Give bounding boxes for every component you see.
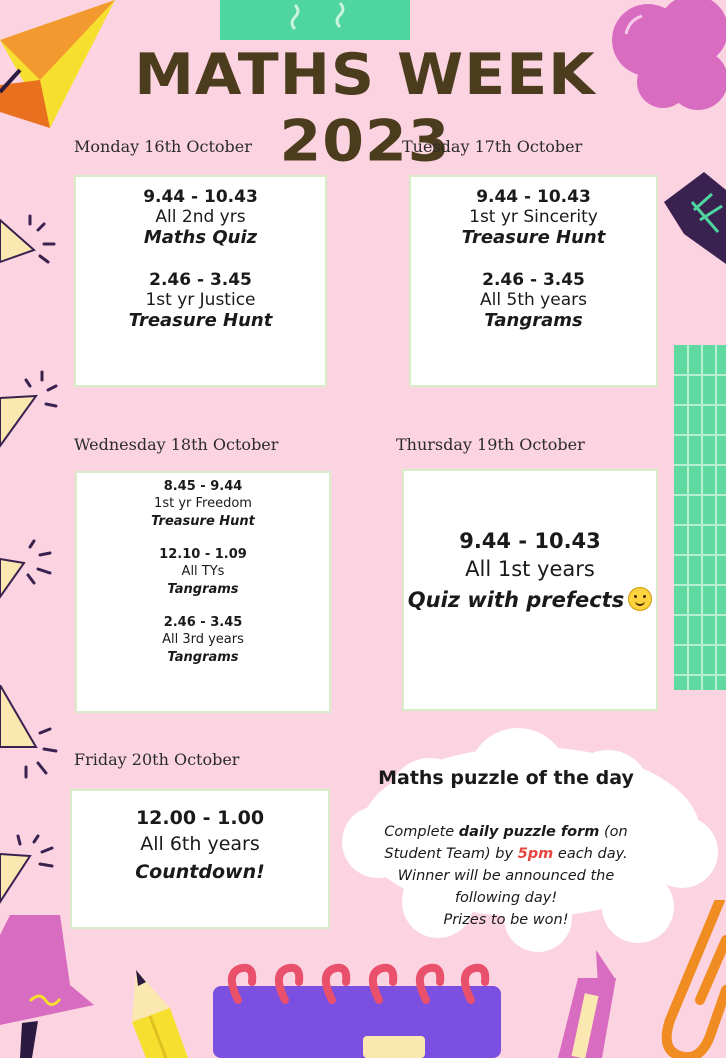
session-group: All TYs (181, 564, 225, 579)
grid-paper-icon (670, 345, 726, 690)
pencil-icon (112, 970, 188, 1058)
session-group: All 6th years (140, 833, 260, 855)
session-activity: Tangrams (167, 650, 239, 665)
schedule-card-wednesday (75, 471, 331, 713)
session-group: All 1st years (465, 557, 595, 581)
session-activity: Tangrams (167, 582, 239, 597)
schedule-card-friday (70, 789, 330, 929)
puzzle-deadline: 5pm (517, 846, 554, 862)
session-activity: Treasure Hunt (461, 227, 606, 248)
day-label-monday: Monday 16th October (74, 137, 252, 156)
calendar-icon (213, 962, 503, 1058)
smiley-face-icon (628, 587, 652, 611)
session-group: 1st yr Sincerity (469, 207, 598, 227)
session-activity: Tangrams (484, 310, 583, 331)
session-group: 1st yr Freedom (154, 496, 252, 511)
puzzle-panel (360, 767, 652, 931)
puzzle-form-name: daily puzzle form (458, 824, 600, 840)
puzzle-text: Complete (384, 824, 459, 840)
session-group: All 2nd yrs (155, 207, 246, 227)
day-label-friday: Friday 20th October (74, 750, 240, 769)
puzzle-text: each day. (553, 846, 628, 862)
schedule-card-monday (74, 175, 327, 387)
session-time: 2.46 - 3.45 (163, 615, 243, 630)
day-label-wednesday: Wednesday 18th October (74, 435, 279, 454)
puzzle-line-3: Winner will be announced the (397, 868, 615, 884)
session-time: 9.44 - 10.43 (143, 187, 258, 207)
session-activity: Treasure Hunt (128, 310, 273, 331)
sparkle-icon (0, 535, 60, 605)
sparkle-icon (0, 368, 60, 448)
session-time: 9.44 - 10.43 (459, 529, 601, 553)
session-group: All 3rd years (162, 632, 244, 647)
schedule-card-tuesday (409, 175, 658, 387)
crayon-icon (558, 950, 618, 1058)
session-activity: Quiz with prefects (407, 588, 625, 612)
schedule-card-thursday (402, 469, 658, 711)
session-group: 1st yr Justice (145, 290, 256, 310)
puzzle-line-1 (360, 821, 652, 843)
session-time: 2.46 - 3.45 (482, 270, 585, 290)
sparkle-icon (0, 832, 60, 912)
session-activity: Countdown! (135, 861, 265, 883)
session-activity-row (404, 587, 656, 612)
puzzle-body (360, 821, 652, 931)
session-group: All 5th years (480, 290, 587, 310)
sparkle-icon (0, 210, 60, 280)
sparkle-icon (0, 685, 62, 785)
day-label-tuesday: Tuesday 17th October (402, 137, 583, 156)
session-time: 2.46 - 3.45 (149, 270, 252, 290)
day-label-thursday: Thursday 19th October (396, 435, 585, 454)
push-pin-icon (0, 915, 100, 1058)
puzzle-title: Maths puzzle of the day (378, 767, 634, 789)
puzzle-line-5: Prizes to be won! (443, 912, 569, 928)
session-time: 9.44 - 10.43 (476, 187, 591, 207)
session-activity: Maths Quiz (143, 227, 258, 248)
session-activity: Treasure Hunt (151, 514, 255, 529)
gift-box-icon (664, 172, 726, 264)
session-time: 12.00 - 1.00 (135, 807, 265, 829)
puzzle-text: (on (599, 824, 628, 840)
puzzle-text: Student Team) by (384, 846, 518, 862)
page-title: MATHS WEEK 2023 (134, 41, 596, 175)
puzzle-line-4: following day! (454, 890, 558, 906)
puzzle-line-2 (360, 843, 652, 865)
session-time: 8.45 - 9.44 (163, 479, 243, 494)
tape-icon (215, 0, 415, 42)
session-time: 12.10 - 1.09 (159, 547, 247, 562)
